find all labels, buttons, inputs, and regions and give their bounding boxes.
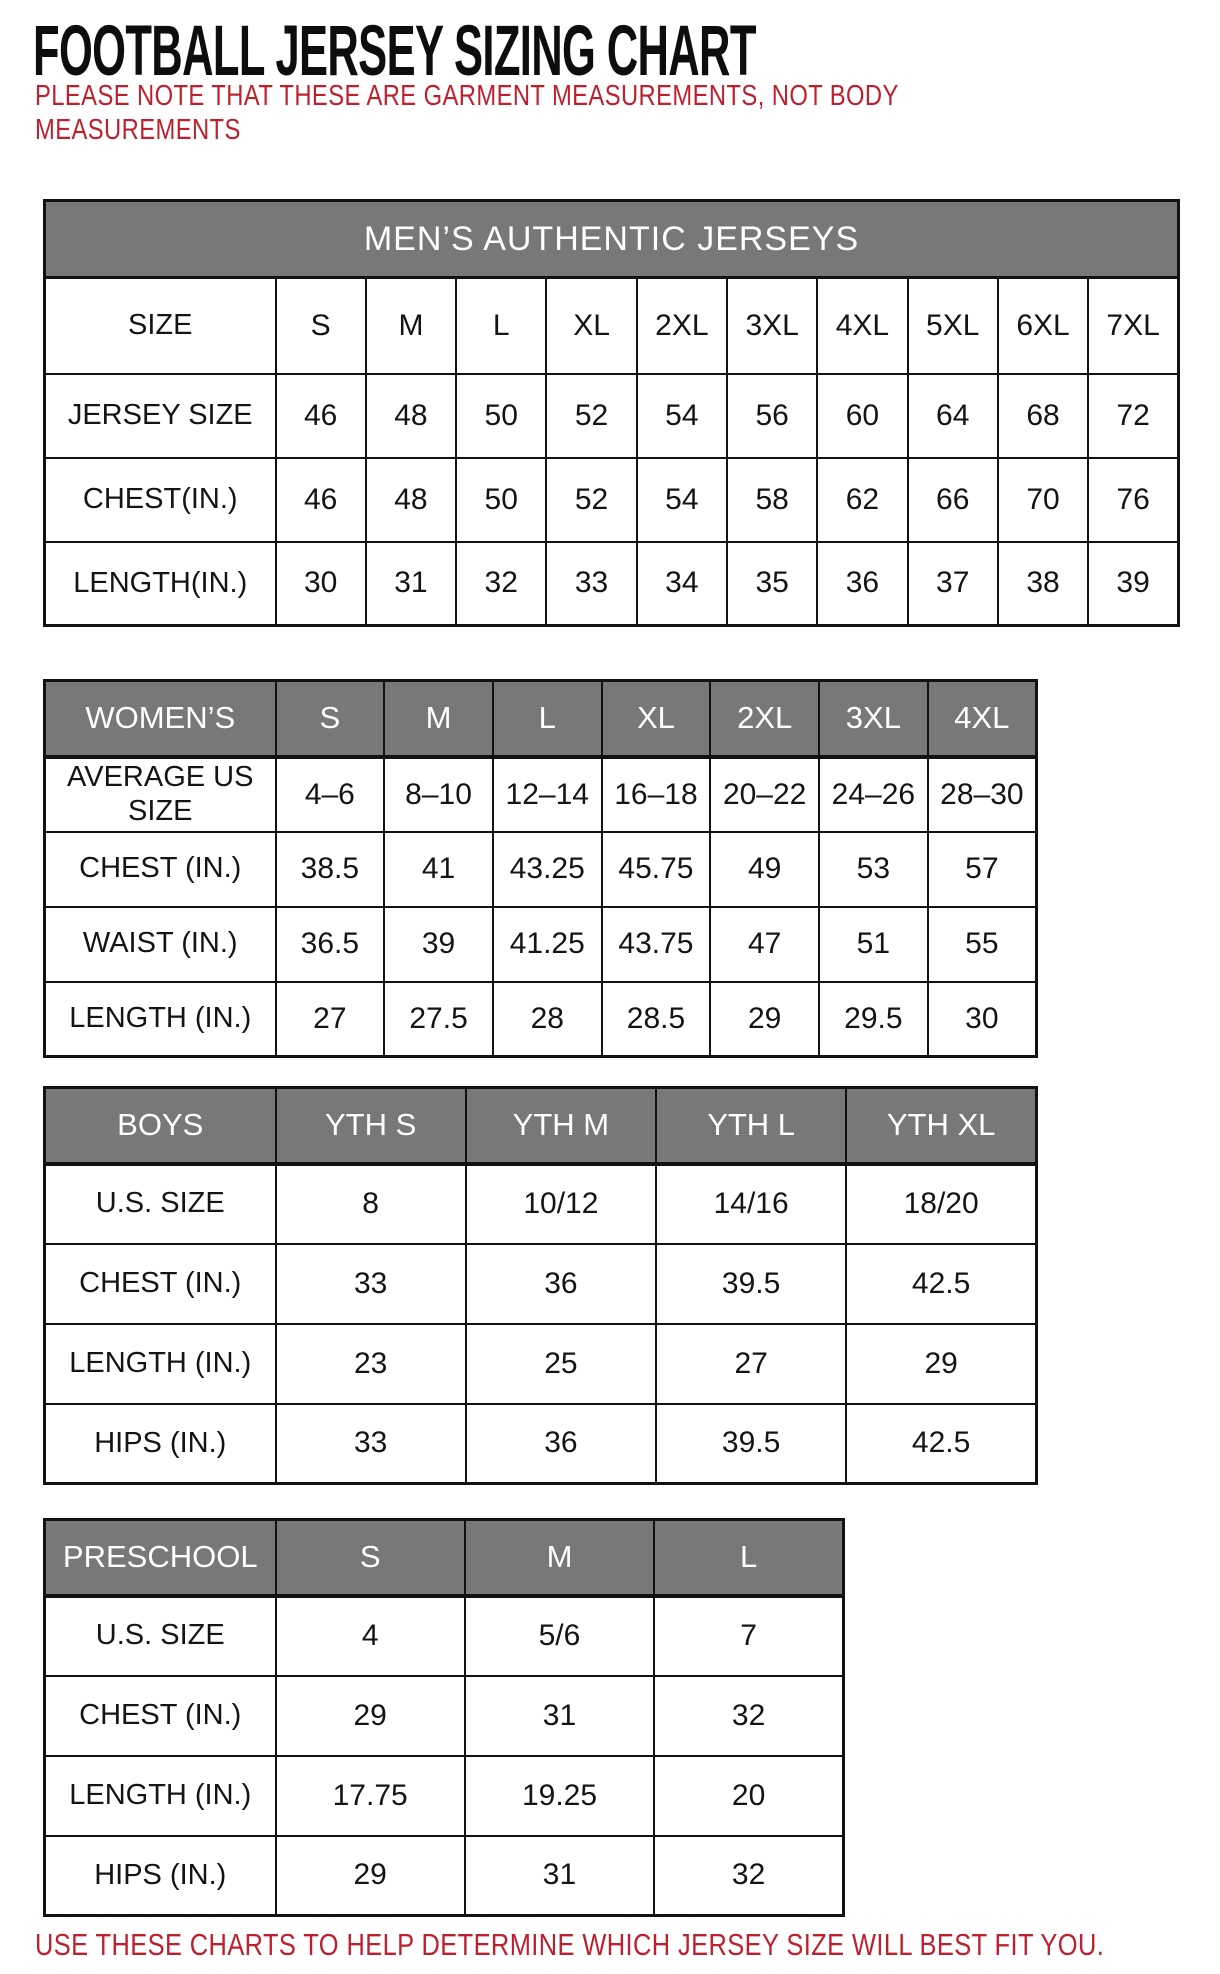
boys-table-row <box>45 1324 1037 1404</box>
page-title: FOOTBALL JERSEY SIZING CHART <box>33 11 756 91</box>
mens-value-cell: 58 <box>727 458 817 542</box>
mens-banner-title: MEN’S AUTHENTIC JERSEYS <box>45 201 1179 278</box>
preschool-size-header-0: S <box>276 1520 465 1596</box>
mens-value-cell: XL <box>546 278 636 374</box>
boys-value-cell: 33 <box>276 1244 466 1324</box>
womens-value-cell: 38.5 <box>276 832 385 907</box>
preschool-value-cell: 4 <box>276 1596 465 1676</box>
preschool-table-row <box>45 1756 844 1836</box>
mens-value-cell: 54 <box>637 458 727 542</box>
mens-value-cell: M <box>366 278 456 374</box>
womens-row-label: WAIST (IN.) <box>45 907 276 982</box>
womens-value-cell: 45.75 <box>602 832 711 907</box>
boys-header-row <box>45 1088 1037 1164</box>
womens-value-cell: 30 <box>928 982 1037 1057</box>
mens-value-cell: 35 <box>727 542 817 626</box>
mens-value-cell: 52 <box>546 458 636 542</box>
womens-value-cell: 36.5 <box>276 907 385 982</box>
mens-value-cell: 70 <box>998 458 1088 542</box>
preschool-value-cell: 17.75 <box>276 1756 465 1836</box>
mens-value-cell: 5XL <box>908 278 998 374</box>
mens-row-label: CHEST(IN.) <box>45 458 276 542</box>
mens-value-cell: S <box>276 278 366 374</box>
womens-row-label: LENGTH (IN.) <box>45 982 276 1057</box>
preschool-size-header-1: M <box>465 1520 654 1596</box>
boys-row-label: HIPS (IN.) <box>45 1404 276 1484</box>
preschool-value-cell: 31 <box>465 1676 654 1756</box>
mens-row-label: JERSEY SIZE <box>45 374 276 458</box>
preschool-row-label: U.S. SIZE <box>45 1596 276 1676</box>
womens-value-cell: 51 <box>819 907 928 982</box>
womens-value-cell: 24–26 <box>819 757 928 832</box>
womens-size-header-5: 3XL <box>819 681 928 757</box>
mens-value-cell: 36 <box>817 542 907 626</box>
mens-sizing-table <box>43 199 1180 627</box>
boys-size-header-1: YTH M <box>466 1088 656 1164</box>
mens-value-cell: 72 <box>1088 374 1178 458</box>
garment-measurements-note: PLEASE NOTE THAT THESE ARE GARMENT MEASUREMENTS, NOT BODY MEASUREMENTS <box>35 80 899 146</box>
boys-size-header-2: YTH L <box>656 1088 846 1164</box>
womens-value-cell: 39 <box>384 907 493 982</box>
boys-header-label: BOYS <box>45 1088 276 1164</box>
boys-value-cell: 8 <box>276 1164 466 1244</box>
preschool-value-cell: 5/6 <box>465 1596 654 1676</box>
mens-value-cell: 50 <box>456 458 546 542</box>
boys-table-row <box>45 1404 1037 1484</box>
womens-sizing-table <box>43 679 1038 1058</box>
mens-value-cell: 76 <box>1088 458 1178 542</box>
boys-size-header-0: YTH S <box>276 1088 466 1164</box>
womens-value-cell: 49 <box>710 832 819 907</box>
mens-value-cell: 34 <box>637 542 727 626</box>
preschool-value-cell: 29 <box>276 1676 465 1756</box>
mens-value-cell: 6XL <box>998 278 1088 374</box>
preschool-header-label: PRESCHOOL <box>45 1520 276 1596</box>
mens-value-cell: 7XL <box>1088 278 1178 374</box>
preschool-value-cell: 19.25 <box>465 1756 654 1836</box>
mens-value-cell: 56 <box>727 374 817 458</box>
boys-value-cell: 42.5 <box>846 1404 1036 1484</box>
mens-row-label: LENGTH(IN.) <box>45 542 276 626</box>
womens-size-header-3: XL <box>602 681 711 757</box>
mens-value-cell: 66 <box>908 458 998 542</box>
womens-value-cell: 28–30 <box>928 757 1037 832</box>
mens-value-cell: 2XL <box>637 278 727 374</box>
mens-value-cell: 37 <box>908 542 998 626</box>
preschool-row-label: HIPS (IN.) <box>45 1836 276 1916</box>
womens-size-header-0: S <box>276 681 385 757</box>
mens-table-row <box>45 458 1179 542</box>
preschool-table-row <box>45 1836 844 1916</box>
boys-value-cell: 36 <box>466 1244 656 1324</box>
womens-value-cell: 41.25 <box>493 907 602 982</box>
womens-value-cell: 12–14 <box>493 757 602 832</box>
womens-table-row <box>45 757 1037 832</box>
womens-value-cell: 20–22 <box>710 757 819 832</box>
womens-value-cell: 4–6 <box>276 757 385 832</box>
mens-value-cell: 52 <box>546 374 636 458</box>
preschool-header-row <box>45 1520 844 1596</box>
preschool-value-cell: 32 <box>654 1676 843 1756</box>
footer-note: USE THESE CHARTS TO HELP DETERMINE WHICH JERSEY SIZE WILL BEST FIT YOU. <box>35 1927 1105 1962</box>
mens-value-cell: 33 <box>546 542 636 626</box>
boys-value-cell: 33 <box>276 1404 466 1484</box>
boys-value-cell: 10/12 <box>466 1164 656 1244</box>
womens-row-label: AVERAGE US SIZE <box>45 757 276 832</box>
mens-value-cell: 4XL <box>817 278 907 374</box>
preschool-value-cell: 7 <box>654 1596 843 1676</box>
boys-value-cell: 39.5 <box>656 1244 846 1324</box>
womens-value-cell: 43.75 <box>602 907 711 982</box>
mens-value-cell: 32 <box>456 542 546 626</box>
boys-row-label: LENGTH (IN.) <box>45 1324 276 1404</box>
boys-row-label: U.S. SIZE <box>45 1164 276 1244</box>
womens-value-cell: 53 <box>819 832 928 907</box>
womens-value-cell: 28 <box>493 982 602 1057</box>
mens-value-cell: 46 <box>276 458 366 542</box>
womens-value-cell: 41 <box>384 832 493 907</box>
boys-value-cell: 23 <box>276 1324 466 1404</box>
boys-value-cell: 29 <box>846 1324 1036 1404</box>
womens-value-cell: 57 <box>928 832 1037 907</box>
mens-value-cell: 50 <box>456 374 546 458</box>
boys-value-cell: 25 <box>466 1324 656 1404</box>
mens-value-cell: L <box>456 278 546 374</box>
mens-value-cell: 64 <box>908 374 998 458</box>
boys-table-row <box>45 1164 1037 1244</box>
womens-row-label: CHEST (IN.) <box>45 832 276 907</box>
preschool-table-row <box>45 1676 844 1756</box>
womens-header-label: WOMEN’S <box>45 681 276 757</box>
boys-value-cell: 18/20 <box>846 1164 1036 1244</box>
preschool-value-cell: 32 <box>654 1836 843 1916</box>
womens-value-cell: 43.25 <box>493 832 602 907</box>
mens-value-cell: 48 <box>366 374 456 458</box>
mens-table-row <box>45 374 1179 458</box>
boys-value-cell: 36 <box>466 1404 656 1484</box>
mens-table-row <box>45 278 1179 374</box>
boys-sizing-table <box>43 1086 1038 1485</box>
mens-banner-row <box>45 201 1179 278</box>
womens-table-row <box>45 907 1037 982</box>
mens-value-cell: 46 <box>276 374 366 458</box>
womens-value-cell: 16–18 <box>602 757 711 832</box>
boys-row-label: CHEST (IN.) <box>45 1244 276 1324</box>
womens-size-header-2: L <box>493 681 602 757</box>
womens-value-cell: 47 <box>710 907 819 982</box>
preschool-size-header-2: L <box>654 1520 843 1596</box>
preschool-value-cell: 29 <box>276 1836 465 1916</box>
womens-value-cell: 29.5 <box>819 982 928 1057</box>
mens-value-cell: 68 <box>998 374 1088 458</box>
mens-value-cell: 48 <box>366 458 456 542</box>
womens-header-row <box>45 681 1037 757</box>
womens-value-cell: 29 <box>710 982 819 1057</box>
preschool-sizing-table <box>43 1518 845 1917</box>
mens-value-cell: 31 <box>366 542 456 626</box>
preschool-row-label: LENGTH (IN.) <box>45 1756 276 1836</box>
mens-value-cell: 54 <box>637 374 727 458</box>
preschool-value-cell: 31 <box>465 1836 654 1916</box>
boys-value-cell: 27 <box>656 1324 846 1404</box>
mens-table-row <box>45 542 1179 626</box>
boys-value-cell: 42.5 <box>846 1244 1036 1324</box>
womens-table-row <box>45 982 1037 1057</box>
womens-size-header-6: 4XL <box>928 681 1037 757</box>
womens-value-cell: 27.5 <box>384 982 493 1057</box>
boys-table-row <box>45 1244 1037 1324</box>
mens-value-cell: 3XL <box>727 278 817 374</box>
womens-value-cell: 27 <box>276 982 385 1057</box>
womens-size-header-4: 2XL <box>710 681 819 757</box>
preschool-row-label: CHEST (IN.) <box>45 1676 276 1756</box>
preschool-table-row <box>45 1596 844 1676</box>
mens-row-label: SIZE <box>45 278 276 374</box>
boys-value-cell: 14/16 <box>656 1164 846 1244</box>
womens-value-cell: 55 <box>928 907 1037 982</box>
womens-value-cell: 8–10 <box>384 757 493 832</box>
preschool-value-cell: 20 <box>654 1756 843 1836</box>
womens-size-header-1: M <box>384 681 493 757</box>
mens-value-cell: 60 <box>817 374 907 458</box>
boys-value-cell: 39.5 <box>656 1404 846 1484</box>
mens-value-cell: 30 <box>276 542 366 626</box>
mens-value-cell: 39 <box>1088 542 1178 626</box>
womens-value-cell: 28.5 <box>602 982 711 1057</box>
mens-value-cell: 62 <box>817 458 907 542</box>
boys-size-header-3: YTH XL <box>846 1088 1036 1164</box>
womens-table-row <box>45 832 1037 907</box>
mens-value-cell: 38 <box>998 542 1088 626</box>
